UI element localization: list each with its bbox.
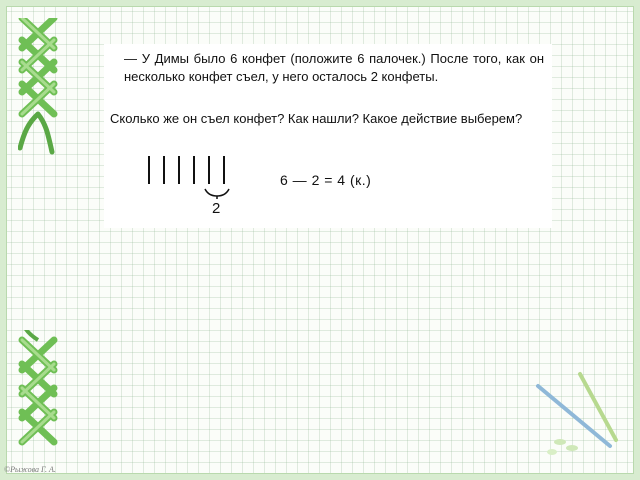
stick (163, 156, 165, 184)
ribbon-decoration-top (18, 18, 58, 158)
stick (208, 156, 210, 184)
brace-icon (204, 188, 230, 200)
task-paragraph-1: — У Димы было 6 конфет (положите 6 палочек.) После того, как он несколько конфет съел, у него осталось 2 конфеты. (124, 51, 544, 84)
stick (193, 156, 195, 184)
ribbon-decoration-bottom (18, 330, 58, 460)
brace-label: 2 (212, 200, 221, 217)
task-card (104, 44, 552, 228)
pencils-icon (530, 370, 620, 460)
watermark: ©Рыжова Г. А. (4, 465, 56, 474)
task-paragraph-2: Сколько же он съел конфет? Как нашли? Какое действие выберем? (110, 111, 523, 126)
stick (223, 156, 225, 184)
stick (148, 156, 150, 184)
equation: 6 — 2 = 4 (к.) (280, 172, 372, 188)
stick (178, 156, 180, 184)
